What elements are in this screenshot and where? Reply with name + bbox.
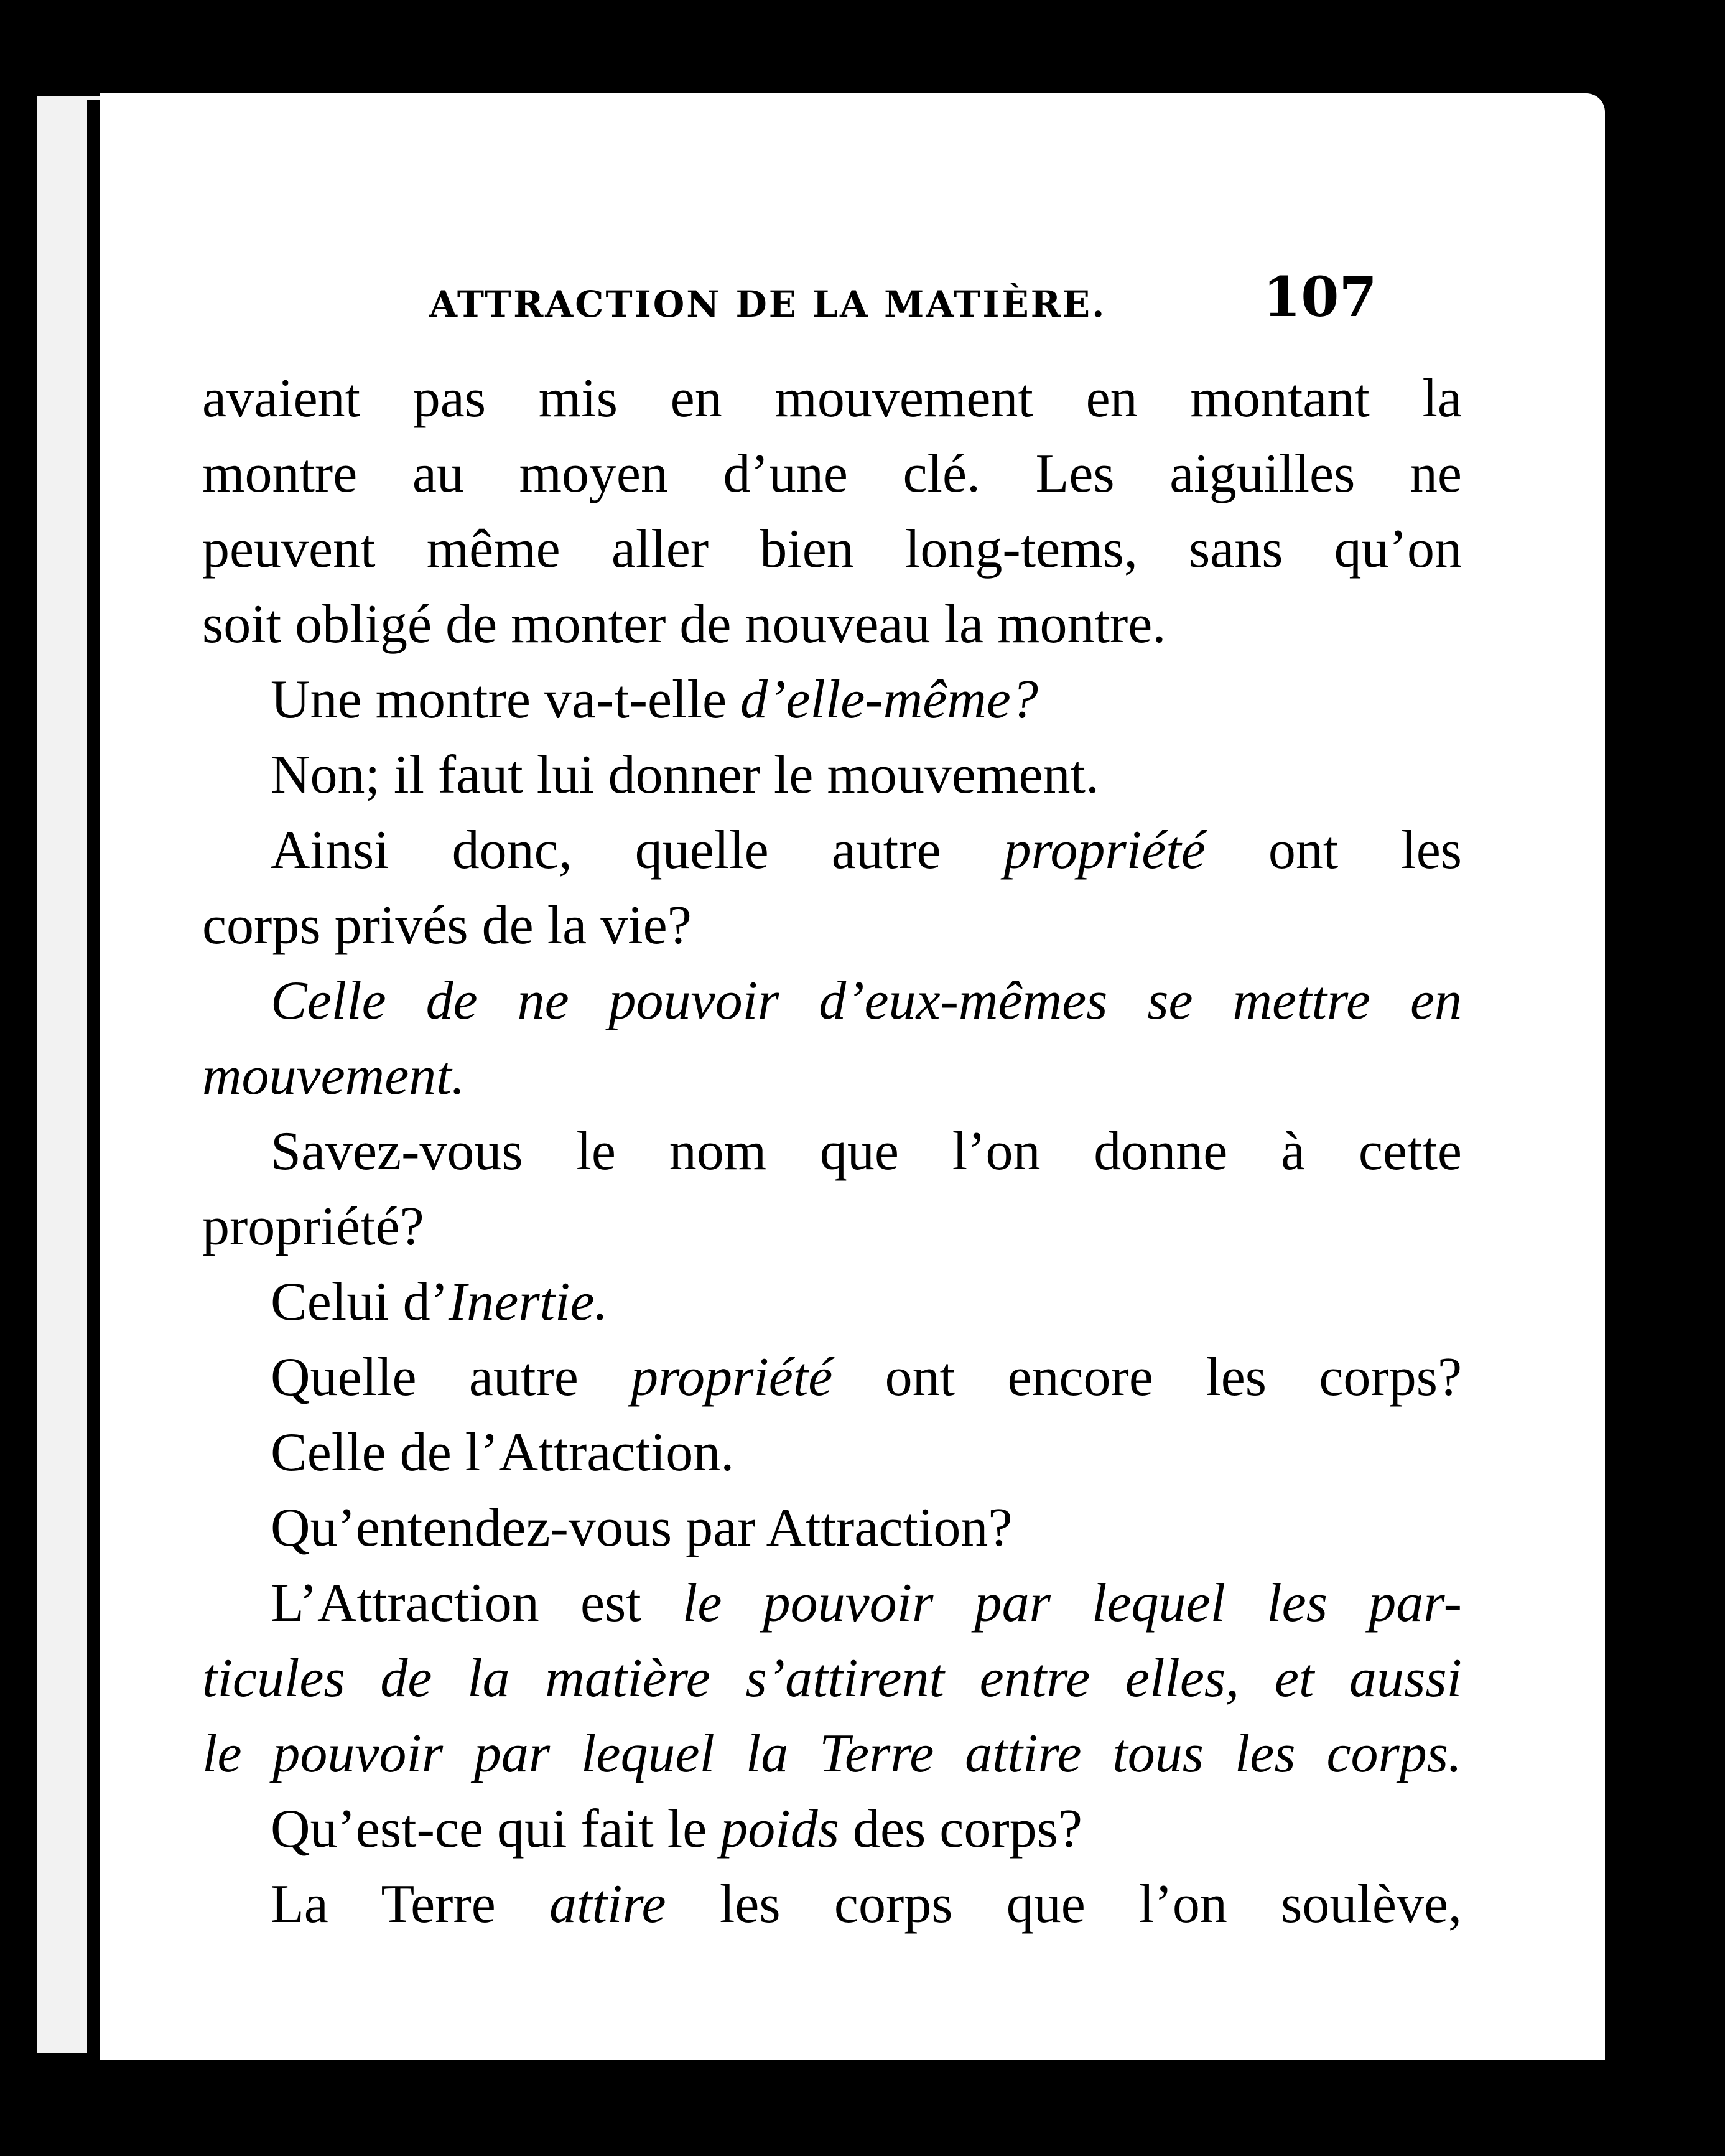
answer-line: Celui d’Inertie. <box>271 1272 608 1332</box>
page-number: 107 <box>1263 264 1377 329</box>
question-line: propriété? <box>202 1197 424 1257</box>
answer-line: La Terre attire les corps que l’on soulève, <box>271 1874 1462 1934</box>
answer-line: L’Attraction est le pouvoir par lequel les par- <box>271 1573 1462 1633</box>
book-page <box>100 93 1605 2060</box>
question-line: Ainsi donc, quelle autre propriété ont les <box>271 820 1462 880</box>
text-line: peuvent même aller bien long-tems, sans qu’on <box>202 519 1462 579</box>
question-line: Qu’est-ce qui fait le poids des corps? <box>271 1799 1082 1859</box>
text-line: montre au moyen d’une clé. Les aiguilles ne <box>202 444 1462 504</box>
answer-line: Celle de l’Attraction. <box>271 1422 735 1483</box>
text-line: avaient pas mis en mouvement en montant la <box>202 368 1462 429</box>
page-header <box>100 246 1605 327</box>
answer-line: Non; il faut lui donner le mouvement. <box>271 745 1099 805</box>
question-line: corps privés de la vie? <box>202 895 692 956</box>
running-title: ATTRACTION DE LA MATIÈRE. <box>429 283 1107 325</box>
question-line: Savez-vous le nom que l’on donne à cette <box>271 1121 1462 1182</box>
answer-line: le pouvoir par lequel la Terre attire tous les corps. <box>202 1724 1462 1784</box>
question-line: Qu’entendez-vous par Attraction? <box>271 1498 1013 1558</box>
answer-line: ticules de la matière s’attirent entre elles, et aussi <box>202 1648 1462 1709</box>
question-line: Quelle autre propriété ont encore les corps? <box>271 1347 1462 1407</box>
question-line: Une montre va-t-elle d’elle-même? <box>271 670 1038 730</box>
answer-line: Celle de ne pouvoir d’eux-mêmes se mettre en <box>271 971 1462 1031</box>
answer-line: mouvement. <box>202 1046 465 1106</box>
text-line: soit obligé de monter de nouveau la montre. <box>202 594 1166 655</box>
